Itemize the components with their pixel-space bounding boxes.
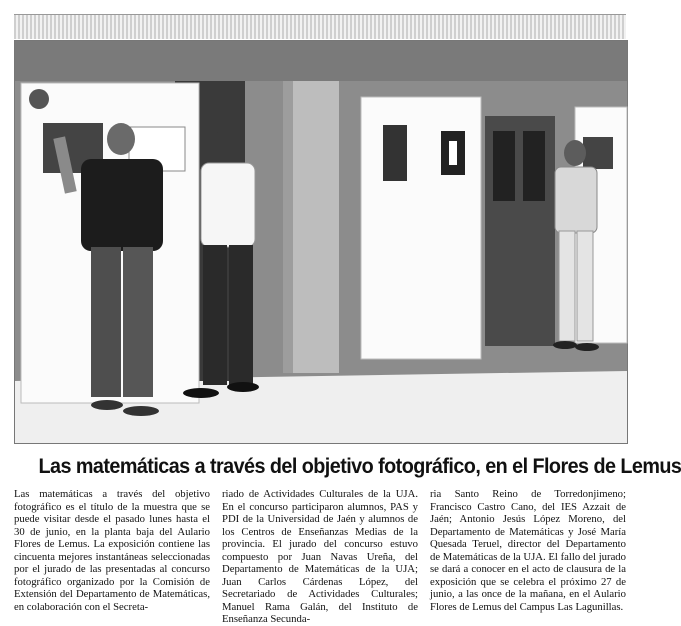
article-column-text: Las matemáticas a través del objetivo fotográfico es el título de la muestra que se puede visitar desde el pasado lunes hasta el 30 de junio, en la planta baja del Aulario Flores de Lemus. La exposición contiene las cincuenta mejores instantáneas seleccionadas por el jurado de las presentadas al concurso fotográfico organizado por la Comisión de Extensión del Departamento de Matemáticas, en colaboración con el Secreta- (14, 488, 210, 613)
article-body (14, 488, 626, 625)
article-column-text: riado de Actividades Culturales de la UJA. En el concurso participaron alumnos, PAS y PDI de la Universidad de Jaén y alumnos de los Centros de Enseñanzas Medias de la provincia. El jurado del concurso estuvo compuesto por Juan Navas Ureña, del Departamento de Matemáticas de la UJA; Juan Carlos Cárdenas López, del Secretariado de Actividades Culturales; Manuel Rama Galán, del Instituto de Enseñanza Secunda- (222, 488, 418, 625)
article-column-1 (14, 488, 210, 613)
header-rule (14, 14, 626, 39)
exhibition-photo (14, 40, 628, 444)
article-column-text: ria Santo Reino de Torredonjimeno; Francisco Castro Cano, del IES Azzait de Jaén; Antonio Jesús López Moreno, del Departamento de Matemáticas y José María Quesada Teruel, director del Departamento de Matemáticas de la UJA. El fallo del jurado se dará a conocer en el acto de clausura de la exposición que se celebra el próximo 27 de junio, a las once de la mañana, en el Aulario Flores de Lemus del Campus Las Lagunillas. (430, 488, 626, 613)
article-headline: Las matemáticas a través del objetivo fotográfico, en el Flores de Lemus (38, 454, 681, 478)
article-column-3 (430, 488, 626, 613)
article-column-2 (222, 488, 418, 625)
